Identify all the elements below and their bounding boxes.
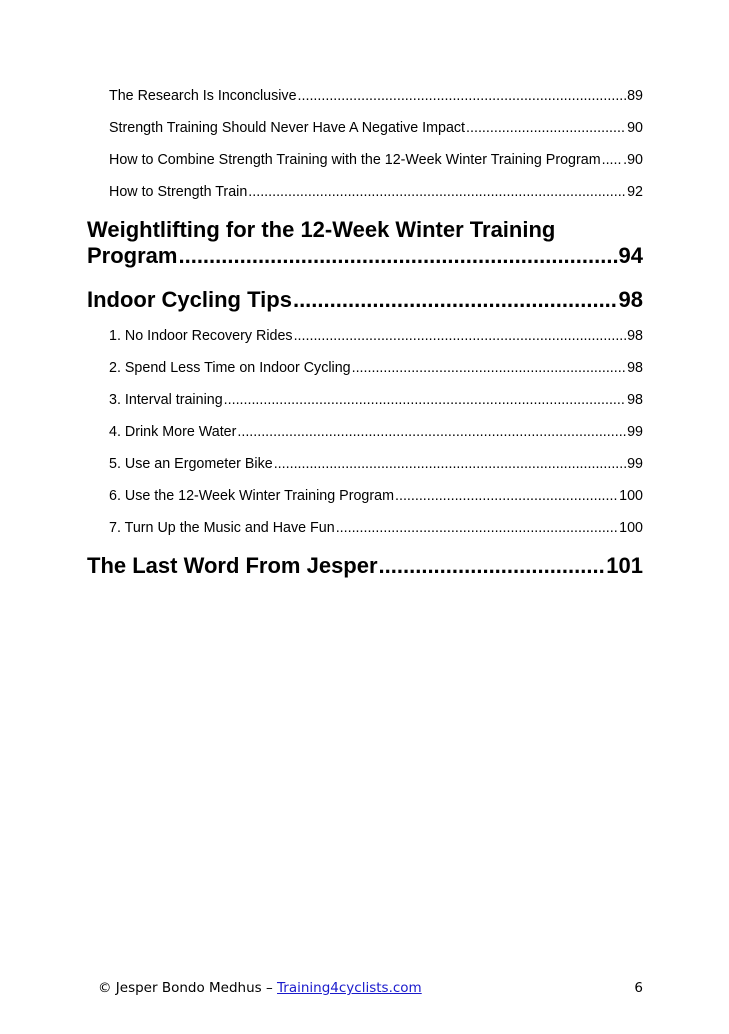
toc-entry-page: 98	[627, 360, 643, 376]
toc-entry-label: The Research Is Inconclusive	[109, 88, 297, 104]
dot-leader	[466, 119, 626, 137]
toc-entry-page: 100	[619, 488, 643, 504]
toc-chapter-label-line2: Program	[87, 243, 178, 268]
toc-chapter-indoor[interactable]	[87, 287, 643, 313]
toc-chapter-line2	[87, 243, 643, 269]
toc-entry-label: How to Strength Train	[109, 184, 248, 200]
dot-leader	[395, 487, 618, 505]
toc-chapter-page: 94	[618, 243, 643, 268]
dot-leader	[298, 87, 627, 105]
dot-leader	[336, 519, 618, 537]
toc-chapter-page: 98	[618, 287, 643, 312]
toc-entry[interactable]	[109, 327, 643, 345]
dot-leader	[294, 327, 627, 345]
toc-entry-label: How to Combine Strength Training with the 12-Week Winter Training Program	[109, 152, 601, 168]
toc-entry-label: 2. Spend Less Time on Indoor Cycling	[109, 360, 351, 376]
toc-chapter-page: 101	[606, 553, 643, 578]
footer-page-number: 6	[634, 980, 643, 996]
toc-entry[interactable]	[109, 119, 643, 137]
dot-leader	[602, 151, 623, 169]
toc-entry-page: .90	[623, 152, 643, 168]
toc-chapter-last-word[interactable]	[87, 553, 643, 579]
toc-entry[interactable]	[109, 455, 643, 473]
dot-leader	[178, 243, 617, 269]
toc-entry-label: Strength Training Should Never Have A Negative Impact	[109, 120, 466, 136]
toc-entry[interactable]	[109, 87, 643, 105]
toc-entry[interactable]	[109, 183, 643, 201]
toc-chapter-weightlifting[interactable]	[87, 217, 643, 269]
dot-leader	[237, 423, 626, 441]
toc-chapter-label: Indoor Cycling Tips	[87, 287, 292, 312]
toc-entry-label: 4. Drink More Water	[109, 424, 237, 440]
toc-entry[interactable]	[109, 151, 643, 169]
toc-entry-page: 99	[627, 456, 643, 472]
toc-entry-label: 6. Use the 12-Week Winter Training Program	[109, 488, 394, 504]
dot-leader	[352, 359, 626, 377]
toc-entry[interactable]	[109, 423, 643, 441]
dot-leader	[293, 287, 618, 313]
toc-entry-label: 5. Use an Ergometer Bike	[109, 456, 273, 472]
toc-entry-label: 7. Turn Up the Music and Have Fun	[109, 520, 335, 536]
toc-entry[interactable]	[109, 519, 643, 537]
toc-entry[interactable]	[109, 391, 643, 409]
toc-chapter-label: The Last Word From Jesper	[87, 553, 378, 578]
dot-leader	[224, 391, 626, 409]
toc-entry-page: 98	[627, 392, 643, 408]
toc-entry-page: 92	[627, 184, 643, 200]
toc-entry-page: 90	[627, 120, 643, 136]
toc-entry-page: 99	[627, 424, 643, 440]
toc-entry-label: 1. No Indoor Recovery Rides	[109, 328, 293, 344]
toc-chapter-label-line1: Weightlifting for the 12-Week Winter Training	[87, 217, 556, 242]
toc-entry-page: 98	[627, 328, 643, 344]
footer-credit	[98, 979, 422, 997]
dot-leader	[248, 183, 626, 201]
toc-entry-label: 3. Interval training	[109, 392, 223, 408]
footer-website-link[interactable]: Training4cyclists.com	[277, 980, 422, 996]
footer-copyright: © Jesper Bondo Medhus –	[98, 980, 278, 996]
toc-entry-page: 89	[627, 88, 643, 104]
toc-entry-page: 100	[619, 520, 643, 536]
page-footer	[98, 979, 643, 997]
toc-entry[interactable]	[109, 487, 643, 505]
dot-leader	[274, 455, 626, 473]
toc-entry[interactable]	[109, 359, 643, 377]
dot-leader	[379, 553, 606, 579]
